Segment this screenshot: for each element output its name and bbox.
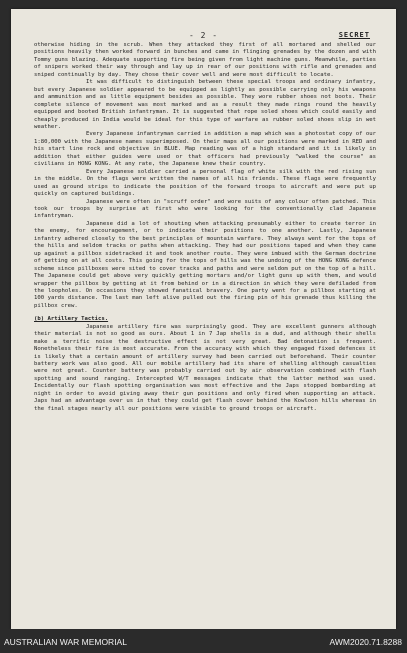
archive-reference: AWM2020.71.8288	[329, 637, 402, 647]
paragraph-4: Every Japanese soldier carried a personal flag of white silk with the red rising sun in the middle. On the flags were written the names of all his friends. These flags were frequently used as ground strips to indicate the position of the forward troops to aircraft and were put up quickly on captured buildings.	[34, 168, 376, 198]
paragraph-7: Japanese artillery fire was surprisingly good. They are excellent gunners although their material is not so good as ours. About 1 in 7 Jap shells is a dud, and although their shells make a terrific noise the destructive effect is not very great. Bad detonation is frequent. Nonetheless their fire is most accurate. From the accuracy with which they engaged fixed defences it is likely that a certain amount of artillery survey had been carried out beforehand. Their counter battery work was also good. All our mobile artillery had its share of shelling although casualties were not great. Counter battery was probably carried out by air observation combined with flash spotting and sound ranging. Intercepted W/T messages indicate that the latter method was used. Incidentally our flash spotting organisation was most effective and the Japs stopped bombarding at night in order to avoid giving away their gun positions and only fired when supporting an attack. Japs had an advantage over us in that they could get flash cover behind the Kowloon hills whereas in the final stages nearly all our positions were visible to ground troops or aircraft.	[34, 323, 376, 412]
paragraph-5: Japanese were often in "scruff order" and wore suits of any colour often patched. This took our troops by surprise at first who were looking for the conventionally clad Japanese infantryman.	[34, 198, 376, 220]
paragraph-3: Every Japanese infantryman carried in addition a map which was a photostat copy of our 1:80,000 with the Japanese names superimposed. On their maps all our positions were marked in RED and his start line rock and objective in BLUE. Map reading was of a high standard and it is likely in addition that either guides were used or that officers had previously "walked the course" as civilians in HONG KONG. At any rate, the Japanese knew their country.	[34, 131, 376, 168]
section-heading	[34, 316, 376, 323]
archive-footer	[0, 629, 407, 653]
section-heading-label: (b) Artillery Tactics.	[34, 316, 109, 323]
document-body	[34, 42, 376, 413]
paragraph-2: It was difficult to distinguish between these special troops and ordinary infantry, but every Japanese soldier appeared to be equipped as lightly as possible carrying only his weapons and ammunition and as little equipment besides as possible. They wore rubber shoes not boots. Their complete silence of movement was most marked and as a result they made rings round the heavily equipped and booted British infantryman. It is suggested that rope soled shoes which could easily and cheaply produced in India would be ideal for this type of warfare as rubber soled shoes slip in wet weather.	[34, 79, 376, 130]
classification-mark: SECRET	[338, 31, 370, 39]
paragraph-1: otherwise hiding in the scrub. When they attacked they first of all mortared and shelled our positions heavily then worked forward in bunches and came in flinging grenades by the dozen and with Tommy guns blazing. Adequate supporting fire being given from light machine guns. Meanwhile, parties of snipers worked their way through and lay up in rear of our positions with rifle and grenades and sniped continually by day. They chose their cover well and were most difficult to locate.	[34, 42, 376, 78]
document-page	[11, 9, 396, 629]
page-number: - 2 -	[188, 31, 219, 40]
paragraph-6: Japanese did a lot of shouting when attacking presumably either to create terror in the enemy, for encouragement, or to indicate their positions to one another. Lastly, Japanese infantry adhered closely to the best principles of mountain warfare. They always went for the tops of the hills and seldom tracks or paths when attacking. They had our positions taped and when they came up against a pillbox sidetracked it and took another route. They were imbued with the German doctrine of getting on at all costs. This going for the tops of hills was the undoing of the HONG KONG defence scheme since pillboxes were sited to cover tracks and paths and were seldom put on the top of a hill. The Japanese could get above very quickly getting mortars and/or light guns up with them, and would wrapper the pillbox by getting at it from behind or in a direction in which they were defiladed from the loopholes. On occasions they showed fanatical bravery. One party went for a pillbox starting at 100 yards distance. The last man left alive pulled out the firing pin of his grenade thus killing the pillbox crew.	[34, 220, 376, 309]
archive-name: AUSTRALIAN WAR MEMORIAL	[4, 637, 127, 647]
